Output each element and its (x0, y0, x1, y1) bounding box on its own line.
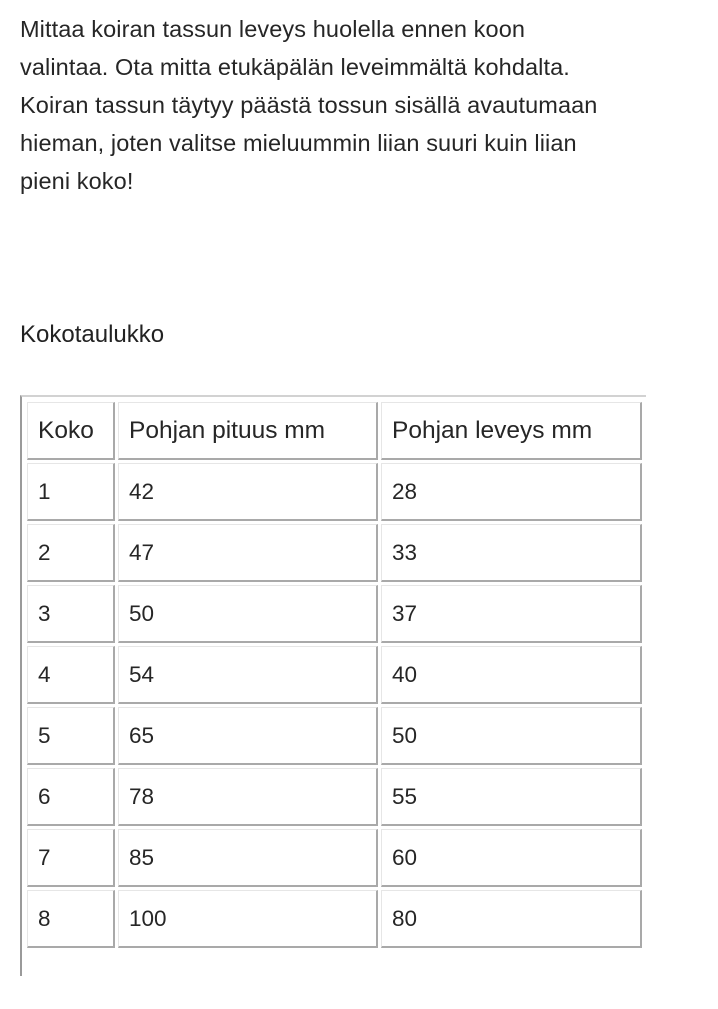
size-table (24, 399, 645, 951)
size-cell: 2 (27, 524, 115, 582)
column-header-sole-width: Pohjan leveys mm (381, 402, 642, 460)
sole-width-cell: 28 (381, 463, 642, 521)
size-table-frame (20, 395, 646, 976)
sole-width-cell: 37 (381, 585, 642, 643)
sole-length-cell: 85 (118, 829, 378, 887)
table-row (27, 524, 642, 582)
intro-line: valintaa. Ota mitta etukäpälän leveimmältä kohdalta. (20, 54, 570, 80)
size-cell: 3 (27, 585, 115, 643)
size-cell: 6 (27, 768, 115, 826)
intro-line: hieman, joten valitse mieluummin liian suuri kuin liian (20, 130, 577, 156)
sole-length-cell: 50 (118, 585, 378, 643)
table-row (27, 890, 642, 948)
table-row (27, 768, 642, 826)
table-row (27, 707, 642, 765)
size-cell: 1 (27, 463, 115, 521)
table-row (27, 463, 642, 521)
size-cell: 7 (27, 829, 115, 887)
intro-line: Mittaa koiran tassun leveys huolella ennen koon (20, 16, 526, 42)
table-row (27, 585, 642, 643)
sole-width-cell: 80 (381, 890, 642, 948)
sole-length-cell: 42 (118, 463, 378, 521)
size-chart-heading: Kokotaulukko (20, 321, 165, 348)
sole-width-cell: 40 (381, 646, 642, 704)
size-cell: 8 (27, 890, 115, 948)
sole-length-cell: 100 (118, 890, 378, 948)
sole-length-cell: 78 (118, 768, 378, 826)
size-cell: 5 (27, 707, 115, 765)
sole-length-cell: 47 (118, 524, 378, 582)
sole-width-cell: 50 (381, 707, 642, 765)
intro-line: pieni koko! (20, 168, 134, 194)
column-header-size: Koko (27, 402, 115, 460)
table-row (27, 646, 642, 704)
sole-length-cell: 65 (118, 707, 378, 765)
sole-width-cell: 55 (381, 768, 642, 826)
intro-line: Koiran tassun täytyy päästä tossun sisällä avautumaan (20, 92, 598, 118)
table-header-row (27, 402, 642, 460)
intro-text (20, 10, 710, 200)
size-cell: 4 (27, 646, 115, 704)
sole-length-cell: 54 (118, 646, 378, 704)
sole-width-cell: 33 (381, 524, 642, 582)
column-header-sole-length: Pohjan pituus mm (118, 402, 378, 460)
table-row (27, 829, 642, 887)
sole-width-cell: 60 (381, 829, 642, 887)
